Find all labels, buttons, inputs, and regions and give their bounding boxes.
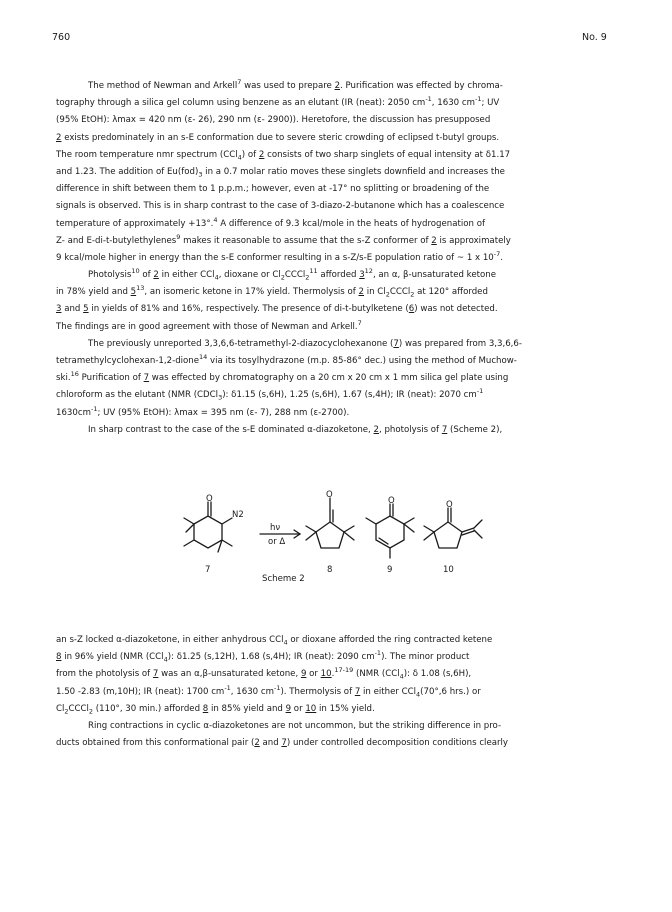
- subscript: 2: [410, 290, 415, 299]
- compound-ref: 7: [281, 738, 287, 749]
- compound-label-9: 9: [387, 565, 393, 575]
- text-line: signals is observed. This is in sharp contrast to the case of 3-diazo-2-butanone which has a coalescence: [56, 201, 505, 212]
- compound-10-structure: [424, 508, 482, 548]
- subscript: 2: [385, 290, 390, 299]
- subscript: 2: [88, 707, 94, 716]
- text-line: ducts obtained from this conformational pair (2 and 7) under controlled decomposition conditions clearly: [56, 738, 509, 749]
- compound-label-7: 7: [205, 565, 211, 575]
- text-line: and 1.23. The addition of $Eu(fod)_3$ in a 0.7 molar ratio moves these singlets downfield and increases the: [56, 166, 505, 179]
- compound-ref: 7: [143, 373, 150, 384]
- subscript: 3: [198, 170, 203, 179]
- compound-9-oxygen: O: [388, 496, 395, 506]
- text-line: The findings are in good agreement with those of Newman and Arkell.$^7$: [56, 318, 362, 332]
- compound-ref: 10: [320, 669, 332, 680]
- text-line: 2 exists predominately in an s-E conformation due to severe steric crowding of eclipsed t-butyl groups.: [56, 132, 500, 143]
- compound-ref: 7: [393, 338, 399, 349]
- superscript: 9: [176, 232, 181, 241]
- text-line: chloroform as the elutant (NMR (CDCl$_3$): δ1.15 (s,6H), 1.25 (s,6H), 1.67 (s,4H); IR (neat): 2070 $cm^{-1}$: [56, 387, 484, 403]
- text-line: $1630cm^{-1}$; UV (95% EtOH): λmax = 395 nm (ε- 7), 288 nm (ε-2700).: [56, 404, 350, 418]
- superscript: 14: [199, 353, 208, 362]
- compound-ref: 2: [334, 81, 341, 91]
- subscript: 4: [163, 655, 168, 664]
- compound-9-structure: [366, 504, 414, 558]
- superscript: -1: [90, 404, 98, 413]
- compound-ref: 9: [300, 669, 307, 680]
- superscript: -1: [273, 683, 281, 692]
- compound-label-10: 10: [443, 565, 454, 575]
- superscript: 7: [357, 318, 362, 327]
- text-line: in 78% yield and $5^{13}$, an isomeric ketone in 17% yield. Thermolysis of 2 in $Cl_2CCCl_2$ at 120° afforded: [56, 284, 488, 299]
- subscript: 2: [280, 273, 285, 282]
- text-line: from the photolysis of 7 was an α,β-unsaturated ketone, 9 or 10.$^{17-19}$ (NMR (CCl$_4$): δ 1.08 (s,6H),: [56, 666, 472, 682]
- superscript: -1: [374, 649, 382, 658]
- subscript: 3: [218, 394, 223, 403]
- text-line: Photolysis$^{10}$ of 2 in either CCl$_4$, dioxane or $Cl_2CCCl_2^{11}$ afforded $3^{12}$, an α, β-unsaturated ketone: [88, 267, 496, 282]
- arrow-bottom-label: or Δ: [268, 537, 286, 547]
- subscript: 4: [283, 638, 288, 647]
- superscript: -1: [474, 95, 482, 104]
- subscript: 4: [416, 690, 421, 699]
- superscript: 4: [213, 215, 218, 224]
- compound-ref: 2: [258, 149, 265, 160]
- subscript: 4: [214, 273, 219, 282]
- scheme-2-structures: [150, 488, 530, 584]
- text-line: ski.$^{16}$ Purification of 7 was effected by chromatography on a 20 cm x 20 cm x 1 mm silica gel plate using: [56, 370, 509, 384]
- body-text-lower: [56, 632, 626, 752]
- superscript: -1: [476, 387, 484, 396]
- journal-issue: No. 9: [582, 32, 607, 43]
- compound-ref: 2: [153, 270, 159, 281]
- text-line: The room temperature nmr spectrum (CCl$_4$) of 2 consists of two sharp singlets of equal intensity at δ1.17: [56, 149, 511, 162]
- superscript: 10: [131, 267, 140, 276]
- text-line: 3 and 5 in yields of 81% and 16%, respectively. The presence of di-t-butylketene (6) was not detected.: [56, 304, 498, 315]
- compound-ref: 6: [408, 304, 415, 315]
- text-line: $Cl_2CCCl_2$ (110°, 30 min.) afforded 8 in 85% yield and 9 or 10 in 15% yield.: [56, 703, 375, 716]
- page-number: 760: [52, 32, 71, 43]
- superscript: 13: [136, 284, 145, 293]
- text-line: The method of Newman and Arkell$^7$ was used to prepare 2. Purification was effected by chroma-: [88, 78, 503, 91]
- compound-ref: 3: [359, 270, 365, 281]
- text-line: 1.50 -2.83 (m,10H); IR (neat): 1700 $cm^{-1}$, 1630 $cm^{-1}$). Thermolysis of 7 in either CCl$_4$(70°,6 hrs.) or: [56, 683, 481, 699]
- compound-10-oxygen: O: [446, 500, 453, 510]
- compound-ref: 2: [373, 424, 379, 435]
- superscript: -1: [425, 95, 432, 104]
- subscript: 4: [237, 153, 242, 162]
- compound-ref: 9: [285, 703, 292, 714]
- compound-ref: 5: [130, 287, 137, 298]
- text-line: 9 kcal/mole higher in energy than the s-E conformer resulting in a s-Z/s-E population ratio of ~ 1 x $10^{-7}$.: [56, 250, 503, 263]
- superscript: 16: [70, 370, 79, 379]
- compound-ref: 8: [202, 703, 209, 714]
- text-line: difference in shift between them to 1 p.p.m.; however, even at -17° no splitting or broadening of the: [56, 184, 490, 195]
- superscript: 7: [237, 78, 242, 87]
- compound-7-oxygen: O: [206, 494, 213, 504]
- compound-ref: 8: [56, 652, 62, 663]
- superscript: -1: [224, 683, 231, 692]
- ketene-oxygen: O: [326, 490, 333, 500]
- superscript: 12: [364, 267, 373, 276]
- text-line: an s-Z locked α-diazoketone, in either anhydrous CCl$_4$ or dioxane afforded the ring contracted ketene: [56, 635, 493, 647]
- compound-ref: 2: [431, 235, 437, 246]
- text-line: In sharp contrast to the case of the s-E dominated α-diazoketone, 2, photolysis of 7 (Scheme 2),: [88, 424, 503, 435]
- subscript: 2: [305, 273, 310, 282]
- compound-ref: 5: [83, 304, 89, 315]
- text-line: (95% EtOH): λmax = 420 nm (ε- 26), 290 nm (ε- 2900)). Heretofore, the discussion has presupposed: [56, 115, 491, 126]
- text-line: temperature of approximately +13°.$^4$ A difference of 9.3 kcal/mole in the heats of hydrogenation of: [56, 215, 485, 229]
- compound-ref: 2: [358, 287, 364, 298]
- text-line: tography through a silica gel column using benzene as an elutant (IR (neat): 2050 $cm^{-1}$, 1630 $cm^{-1}$; UV: [56, 95, 500, 109]
- compound-ref: 3: [56, 304, 62, 315]
- superscript: -7: [493, 250, 501, 259]
- text-line: tetramethylcyclohexan-1,2-dione$^{14}$ via its tosylhydrazone (m.p. 85-86° dec.) using the method of Muchow-: [56, 353, 517, 366]
- body-text-upper: [56, 78, 626, 439]
- compound-ref: 2: [254, 738, 260, 749]
- superscript: 11: [309, 267, 318, 276]
- compound-label-8: 8: [327, 565, 333, 575]
- compound-ref: 10: [305, 703, 317, 714]
- subscript: 4: [399, 673, 404, 682]
- scheme-title: Scheme 2: [262, 574, 305, 584]
- text-line: The previously unreported 3,3,6,6-tetramethyl-2-diazocyclohexanone (7) was prepared from 3,3,6,6-: [88, 338, 522, 349]
- n2-label: N2: [232, 510, 244, 520]
- text-line: Ring contractions in cyclic α-diazoketones are not uncommon, but the striking difference in pro-: [88, 720, 502, 731]
- compound-ref: 7: [354, 686, 361, 697]
- text-line: 8 in 96% yield (NMR (CCl$_4$): δ1.25 (s,12H), 1.68 (s,4H); IR (neat): 2090 $cm^{-1}$). The minor product: [56, 649, 470, 664]
- compound-ref: 7: [152, 669, 159, 680]
- subscript: 2: [64, 707, 69, 716]
- superscript: 17-19: [334, 666, 354, 675]
- compound-ref: 7: [441, 424, 448, 435]
- compound-7-structure: [184, 502, 232, 552]
- text-line: Z- and E-di-t-butylethylenes$^9$ makes it reasonable to assume that the s-Z conformer of 2 is approximately: [56, 232, 511, 246]
- arrow-top-label: hν: [270, 523, 281, 533]
- compound-ref: 2: [56, 132, 62, 143]
- compound-8-structure: [306, 498, 354, 548]
